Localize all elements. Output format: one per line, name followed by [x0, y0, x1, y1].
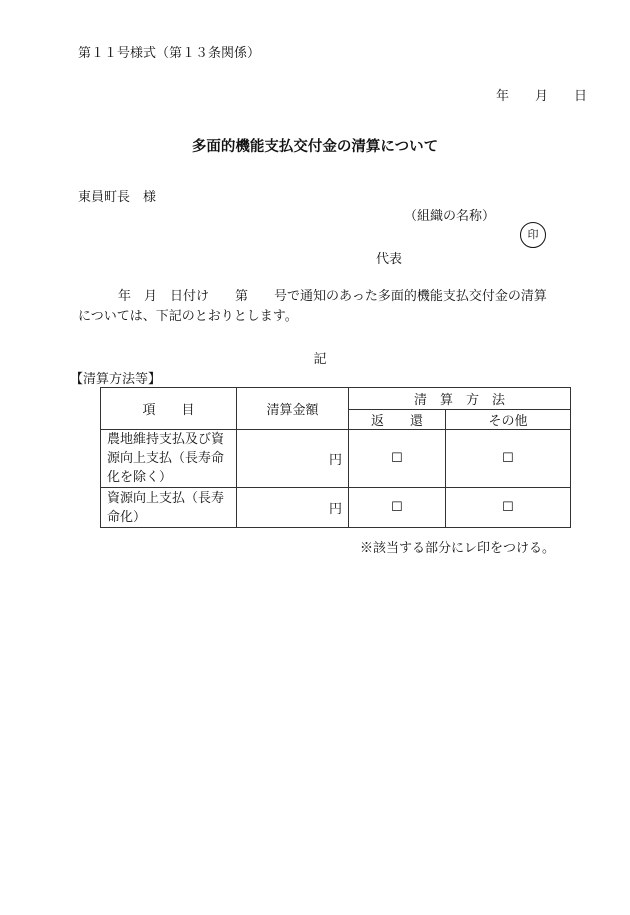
- body-line-2: については、下記のとおりとします。: [78, 309, 298, 324]
- addressee: 東員町長 様: [78, 190, 157, 205]
- body-text: [78, 287, 578, 327]
- representative-label: 代表: [376, 252, 403, 267]
- header-method: 清 算 方 法: [349, 388, 571, 410]
- date-year: 年: [496, 89, 510, 104]
- row-item: 資源向上支払（長寿命化）: [101, 488, 237, 528]
- row-item: 農地維持支払及び資源向上支払（長寿命化を除く）: [101, 430, 237, 488]
- section-heading: 【清算方法等】: [70, 372, 162, 387]
- document-title: 多面的機能支払交付金の清算について: [191, 138, 439, 155]
- table-row: [101, 488, 571, 528]
- return-checkbox[interactable]: ☐: [349, 430, 446, 488]
- settlement-table: [100, 387, 571, 528]
- row-amount: 円: [237, 430, 349, 488]
- header-item: 項 目: [101, 388, 237, 430]
- header-amount: 清算金額: [237, 388, 349, 430]
- table-row: [101, 430, 571, 488]
- other-checkbox[interactable]: ☐: [446, 488, 571, 528]
- other-checkbox[interactable]: ☐: [446, 430, 571, 488]
- date-day: 日: [574, 89, 588, 104]
- ki-heading: 記: [313, 352, 327, 367]
- header-return: 返 還: [349, 410, 446, 430]
- date-line: [496, 85, 587, 104]
- date-month: 月: [535, 89, 549, 104]
- footnote: ※該当する部分にレ印をつける。: [360, 541, 556, 556]
- seal-mark: 印: [520, 222, 546, 248]
- organization-label: （組織の名称）: [404, 209, 496, 224]
- return-checkbox[interactable]: ☐: [349, 488, 446, 528]
- row-amount: 円: [237, 488, 349, 528]
- body-line-1: 年 月 日付け 第 号で通知のあった多面的機能支払交付金の清算: [118, 289, 547, 304]
- header-other: その他: [446, 410, 571, 430]
- form-number: 第１１号様式（第１３条関係）: [78, 46, 261, 61]
